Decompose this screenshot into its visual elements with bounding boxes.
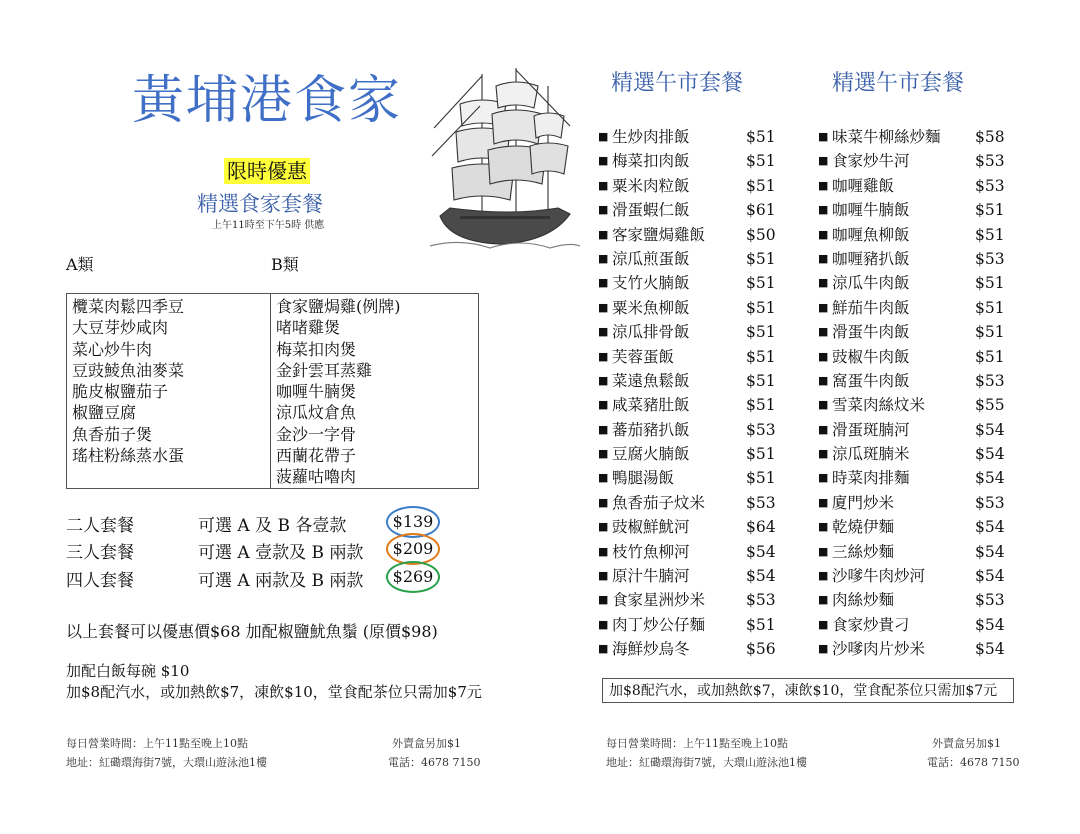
bullet-icon: ■ [598,495,609,509]
bullet-icon: ■ [818,398,829,412]
footer-hours-right: 每日營業時間：上午11點至晚上10點 [606,737,788,750]
menu-item-price: $51 [746,371,776,390]
combo-row-two [66,511,346,536]
bullet-icon: ■ [598,422,609,436]
menu-item [818,393,1018,417]
promo-hours: 上午11時至下午5時 供應 [212,220,325,231]
rice-note: 加配白飯每碗 $10 [66,662,190,680]
menu-item-price: $54 [975,420,1005,439]
menu-item-name: 三絲炒麵 [832,542,895,561]
menu-item-price: $51 [746,274,776,293]
combo-name: 二人套餐 [66,516,134,536]
menu-item-price: $51 [746,347,776,366]
menu-item [818,442,1018,466]
bullet-icon: ■ [818,593,829,607]
menu-item-price: $53 [746,591,776,610]
menu-item-price: $51 [975,201,1005,220]
combo-desc: 可選 A 及 B 各壹款 [198,516,347,536]
menu-item-price: $51 [975,298,1005,317]
promo-title: 精選食家套餐 [197,192,323,216]
lunch-heading-right: 精選午市套餐 [832,71,965,96]
list-item: 魚香茄子煲 [72,424,153,444]
menu-item-name: 海鮮炒烏冬 [612,640,690,659]
lunch-heading-left: 精選午市套餐 [611,71,744,96]
menu-item [598,613,798,637]
menu-item [598,442,798,466]
menu-item-name: 滑蛋蝦仁飯 [612,201,690,220]
menu-item [818,223,1018,247]
menu-item-price: $51 [746,445,776,464]
menu-item-price: $54 [746,542,776,561]
menu-item-name: 鮮茄牛肉飯 [832,298,910,317]
menu-item-price: $53 [746,420,776,439]
sailing-ship-illustration [430,66,580,256]
menu-item [818,418,1018,442]
menu-item-name: 豉椒牛肉飯 [832,347,910,366]
menu-item-name: 時菜肉排麵 [832,469,910,488]
menu-item-price: $54 [975,542,1005,561]
price-badge: $269 [386,561,440,593]
menu-item-price: $51 [746,249,776,268]
menu-item-name: 窩蛋牛肉飯 [832,371,910,390]
menu-item [818,198,1018,222]
menu-item-name: 鴨腿湯飯 [612,469,675,488]
bullet-icon: ■ [598,203,609,217]
menu-item-name: 梅菜扣肉飯 [612,152,690,171]
bullet-icon: ■ [598,398,609,412]
menu-item-price: $53 [975,493,1005,512]
menu-item [818,613,1018,637]
menu-item [598,149,798,173]
lunch-list-left [598,125,798,662]
set-menu-table [66,293,479,489]
list-item: 大豆芽炒咸肉 [72,318,169,338]
menu-item-name: 豆腐火腩飯 [612,445,690,464]
menu-item-name: 涼瓜排骨飯 [612,323,690,342]
footer-takeaway: 外賣盒另加$1 [392,737,461,750]
list-item: 瑤柱粉絲蒸水蛋 [72,446,185,466]
menu-item-name: 廈門炒米 [832,493,895,512]
bullet-icon: ■ [818,154,829,168]
list-item: 脆皮椒鹽茄子 [72,382,169,402]
list-item: 豆豉鯪魚油麥菜 [72,360,185,380]
menu-item [818,174,1018,198]
menu-item [818,125,1018,149]
menu-item-name: 粟米肉粒飯 [612,176,690,195]
menu-item [818,515,1018,539]
menu-item [818,637,1018,661]
lunch-list-right [818,125,1018,662]
bullet-icon: ■ [818,203,829,217]
menu-item-price: $54 [975,567,1005,586]
menu-item-name: 涼瓜牛肉飯 [832,274,910,293]
menu-item-name: 生炒肉排飯 [612,128,690,146]
bullet-icon: ■ [598,300,609,314]
list-item: 金沙一字骨 [276,424,357,444]
menu-item-name: 肉絲炒麵 [832,591,895,610]
menu-item-price: $64 [746,518,776,537]
category-b-label: B類 [271,255,299,274]
menu-item [598,564,798,588]
menu-item [598,223,798,247]
list-item: 金針雲耳蒸雞 [276,360,373,380]
menu-item-price: $56 [746,640,776,659]
combo-desc: 可選 A 壹款及 B 兩款 [198,543,364,563]
menu-item-price: $51 [746,323,776,342]
menu-item [598,174,798,198]
menu-item-price: $51 [746,396,776,415]
footer-hours: 每日營業時間：上午11點至晚上10點 [66,737,248,750]
menu-item-price: $53 [746,493,776,512]
bullet-icon: ■ [818,642,829,656]
menu-item-price: $51 [975,347,1005,366]
combo-desc: 可選 A 兩款及 B 兩款 [198,571,364,591]
menu-item-name: 豉椒鮮魷河 [612,518,690,537]
menu-item [598,466,798,490]
menu-item-name: 咸菜豬肚飯 [612,396,690,415]
menu-item-name: 咖喱雞飯 [832,176,895,195]
menu-item-name: 客家鹽焗雞飯 [612,225,706,244]
bullet-icon: ■ [818,300,829,314]
menu-item-name: 枝竹魚柳河 [612,542,690,561]
menu-item-name: 咖喱牛腩飯 [832,201,910,220]
menu-item-price: $53 [975,249,1005,268]
list-item: 梅菜扣肉煲 [276,339,357,359]
menu-item-name: 食家炒牛河 [832,152,910,171]
menu-item [598,125,798,149]
menu-item [818,564,1018,588]
footer-phone: 電話：4678 7150 [388,756,481,769]
bullet-icon: ■ [818,569,829,583]
menu-item [598,588,798,612]
menu-item-name: 食家星洲炒米 [612,591,706,610]
menu-item-name: 蕃茄豬扒飯 [612,420,690,439]
bullet-icon: ■ [818,471,829,485]
menu-item [818,320,1018,344]
menu-item [598,271,798,295]
menu-item [818,540,1018,564]
menu-item-price: $53 [975,591,1005,610]
footer-address: 地址：紅磡環海街7號，大環山遊泳池1樓 [66,756,267,769]
menu-item-price: $58 [975,128,1005,146]
bullet-icon: ■ [818,227,829,241]
list-item: 啫啫雞煲 [276,318,341,338]
menu-item [598,637,798,661]
bullet-icon: ■ [598,349,609,363]
bullet-icon: ■ [818,422,829,436]
menu-item [598,491,798,515]
menu-item [598,540,798,564]
menu-item-price: $54 [746,567,776,586]
menu-item-price: $53 [975,176,1005,195]
bullet-icon: ■ [818,495,829,509]
combo-row-three [66,538,363,563]
category-b-list [276,296,401,488]
menu-item-price: $54 [975,469,1005,488]
menu-item-price: $54 [975,445,1005,464]
bullet-icon: ■ [598,642,609,656]
menu-item-name: 食家炒貴刁 [832,615,910,634]
menu-item-name: 滑蛋牛肉飯 [832,323,910,342]
menu-item-name: 芙蓉蛋飯 [612,347,675,366]
footer-phone-right: 電話：4678 7150 [927,756,1020,769]
menu-item [598,296,798,320]
category-a-list [72,296,184,466]
menu-item [818,369,1018,393]
menu-item [598,515,798,539]
menu-item-name: 乾燒伊麵 [832,518,895,537]
menu-item-price: $54 [975,640,1005,659]
menu-item [598,418,798,442]
bullet-icon: ■ [598,276,609,290]
menu-item-name: 粟米魚柳飯 [612,298,690,317]
footer-address-right: 地址：紅磡環海街7號，大環山遊泳池1樓 [606,756,807,769]
menu-item-name: 涼瓜斑腩米 [832,445,910,464]
price-badge: $139 [386,506,440,538]
list-item: 涼瓜炆倉魚 [276,403,357,423]
bullet-icon: ■ [598,227,609,241]
menu-item [598,198,798,222]
upgrade-note: 以上套餐可以優惠價$68 加配椒鹽魷魚鬚 (原價$98) [66,622,438,641]
menu-item [818,466,1018,490]
lunch-drinks-note: 加$8配汽水，或加熱飲$7，凍飲$10，堂食配茶位只需加$7元 [602,678,1014,703]
menu-item-name: 菜遠魚鬆飯 [612,371,690,390]
bullet-icon: ■ [818,544,829,558]
category-a-label: A類 [66,255,94,274]
list-item: 椒鹽豆腐 [72,403,137,423]
bullet-icon: ■ [818,349,829,363]
bullet-icon: ■ [818,447,829,461]
menu-item-price: $53 [975,371,1005,390]
bullet-icon: ■ [818,178,829,192]
drinks-note: 加$8配汽水，或加熱飲$7，凍飲$10，堂食配茶位只需加$7元 [66,683,482,701]
bullet-icon: ■ [818,325,829,339]
menu-item-name: 沙嗲牛肉炒河 [832,567,926,586]
menu-item-price: $51 [975,323,1005,342]
menu-item [818,149,1018,173]
footer-takeaway-right: 外賣盒另加$1 [932,737,1001,750]
menu-item-name: 滑蛋斑腩河 [832,420,910,439]
combo-row-four [66,566,363,591]
menu-item [598,345,798,369]
menu-item [818,271,1018,295]
list-item: 西蘭花帶子 [276,446,357,466]
menu-item-price: $51 [746,128,776,146]
menu-item-price: $61 [746,201,776,220]
list-item: 欖菜肉鬆四季豆 [72,297,185,316]
menu-item-name: 咖喱魚柳飯 [832,225,910,244]
menu-item [818,345,1018,369]
menu-item [818,588,1018,612]
bullet-icon: ■ [598,373,609,387]
bullet-icon: ■ [598,617,609,631]
menu-item-name: 沙嗲肉片炒米 [832,640,926,659]
bullet-icon: ■ [598,325,609,339]
menu-item-price: $51 [746,152,776,171]
menu-item-name: 原汁牛腩河 [612,567,690,586]
list-item: 咖喱牛腩煲 [276,382,357,402]
bullet-icon: ■ [818,617,829,631]
menu-item-price: $53 [975,152,1005,171]
bullet-icon: ■ [598,520,609,534]
list-item: 菜心炒牛肉 [72,339,153,359]
menu-item-price: $54 [975,518,1005,537]
combo-name: 四人套餐 [66,571,134,591]
combo-name: 三人套餐 [66,543,134,563]
menu-item-name: 味菜牛柳絲炒麵 [832,128,941,146]
bullet-icon: ■ [598,130,609,143]
bullet-icon: ■ [598,569,609,583]
menu-item [818,491,1018,515]
list-item: 菠蘿咕嚕肉 [276,467,357,487]
menu-item [598,320,798,344]
bullet-icon: ■ [598,251,609,265]
bullet-icon: ■ [818,130,829,143]
bullet-icon: ■ [598,178,609,192]
menu-item-name: 肉丁炒公仔麵 [612,615,706,634]
menu-item [598,247,798,271]
bullet-icon: ■ [598,593,609,607]
menu-item [818,247,1018,271]
menu-item-price: $50 [746,225,776,244]
menu-item-price: $51 [975,225,1005,244]
menu-item [818,296,1018,320]
menu-item [598,393,798,417]
restaurant-name: 黃埔港食家 [132,71,403,131]
menu-item-price: $51 [746,615,776,634]
bullet-icon: ■ [598,471,609,485]
menu-item [598,369,798,393]
menu-item-name: 涼瓜煎蛋飯 [612,249,690,268]
menu-item-name: 魚香茄子炆米 [612,493,706,512]
price-badge: $209 [386,533,440,565]
menu-item-price: $55 [975,396,1005,415]
menu-item-name: 支竹火腩飯 [612,274,690,293]
bullet-icon: ■ [598,544,609,558]
bullet-icon: ■ [818,251,829,265]
bullet-icon: ■ [818,276,829,290]
bullet-icon: ■ [818,520,829,534]
list-item: 食家鹽焗雞(例牌) [276,297,401,316]
bullet-icon: ■ [598,154,609,168]
menu-item-price: $51 [746,469,776,488]
menu-item-price: $54 [975,615,1005,634]
table-divider [270,294,271,488]
menu-item-price: $51 [746,298,776,317]
menu-item-name: 雪菜肉絲炆米 [832,396,926,415]
menu-item-name: 咖喱豬扒飯 [832,249,910,268]
bullet-icon: ■ [818,373,829,387]
promo-tag: 限時優惠 [224,158,310,184]
bullet-icon: ■ [598,447,609,461]
menu-item-price: $51 [975,274,1005,293]
menu-item-price: $51 [746,176,776,195]
